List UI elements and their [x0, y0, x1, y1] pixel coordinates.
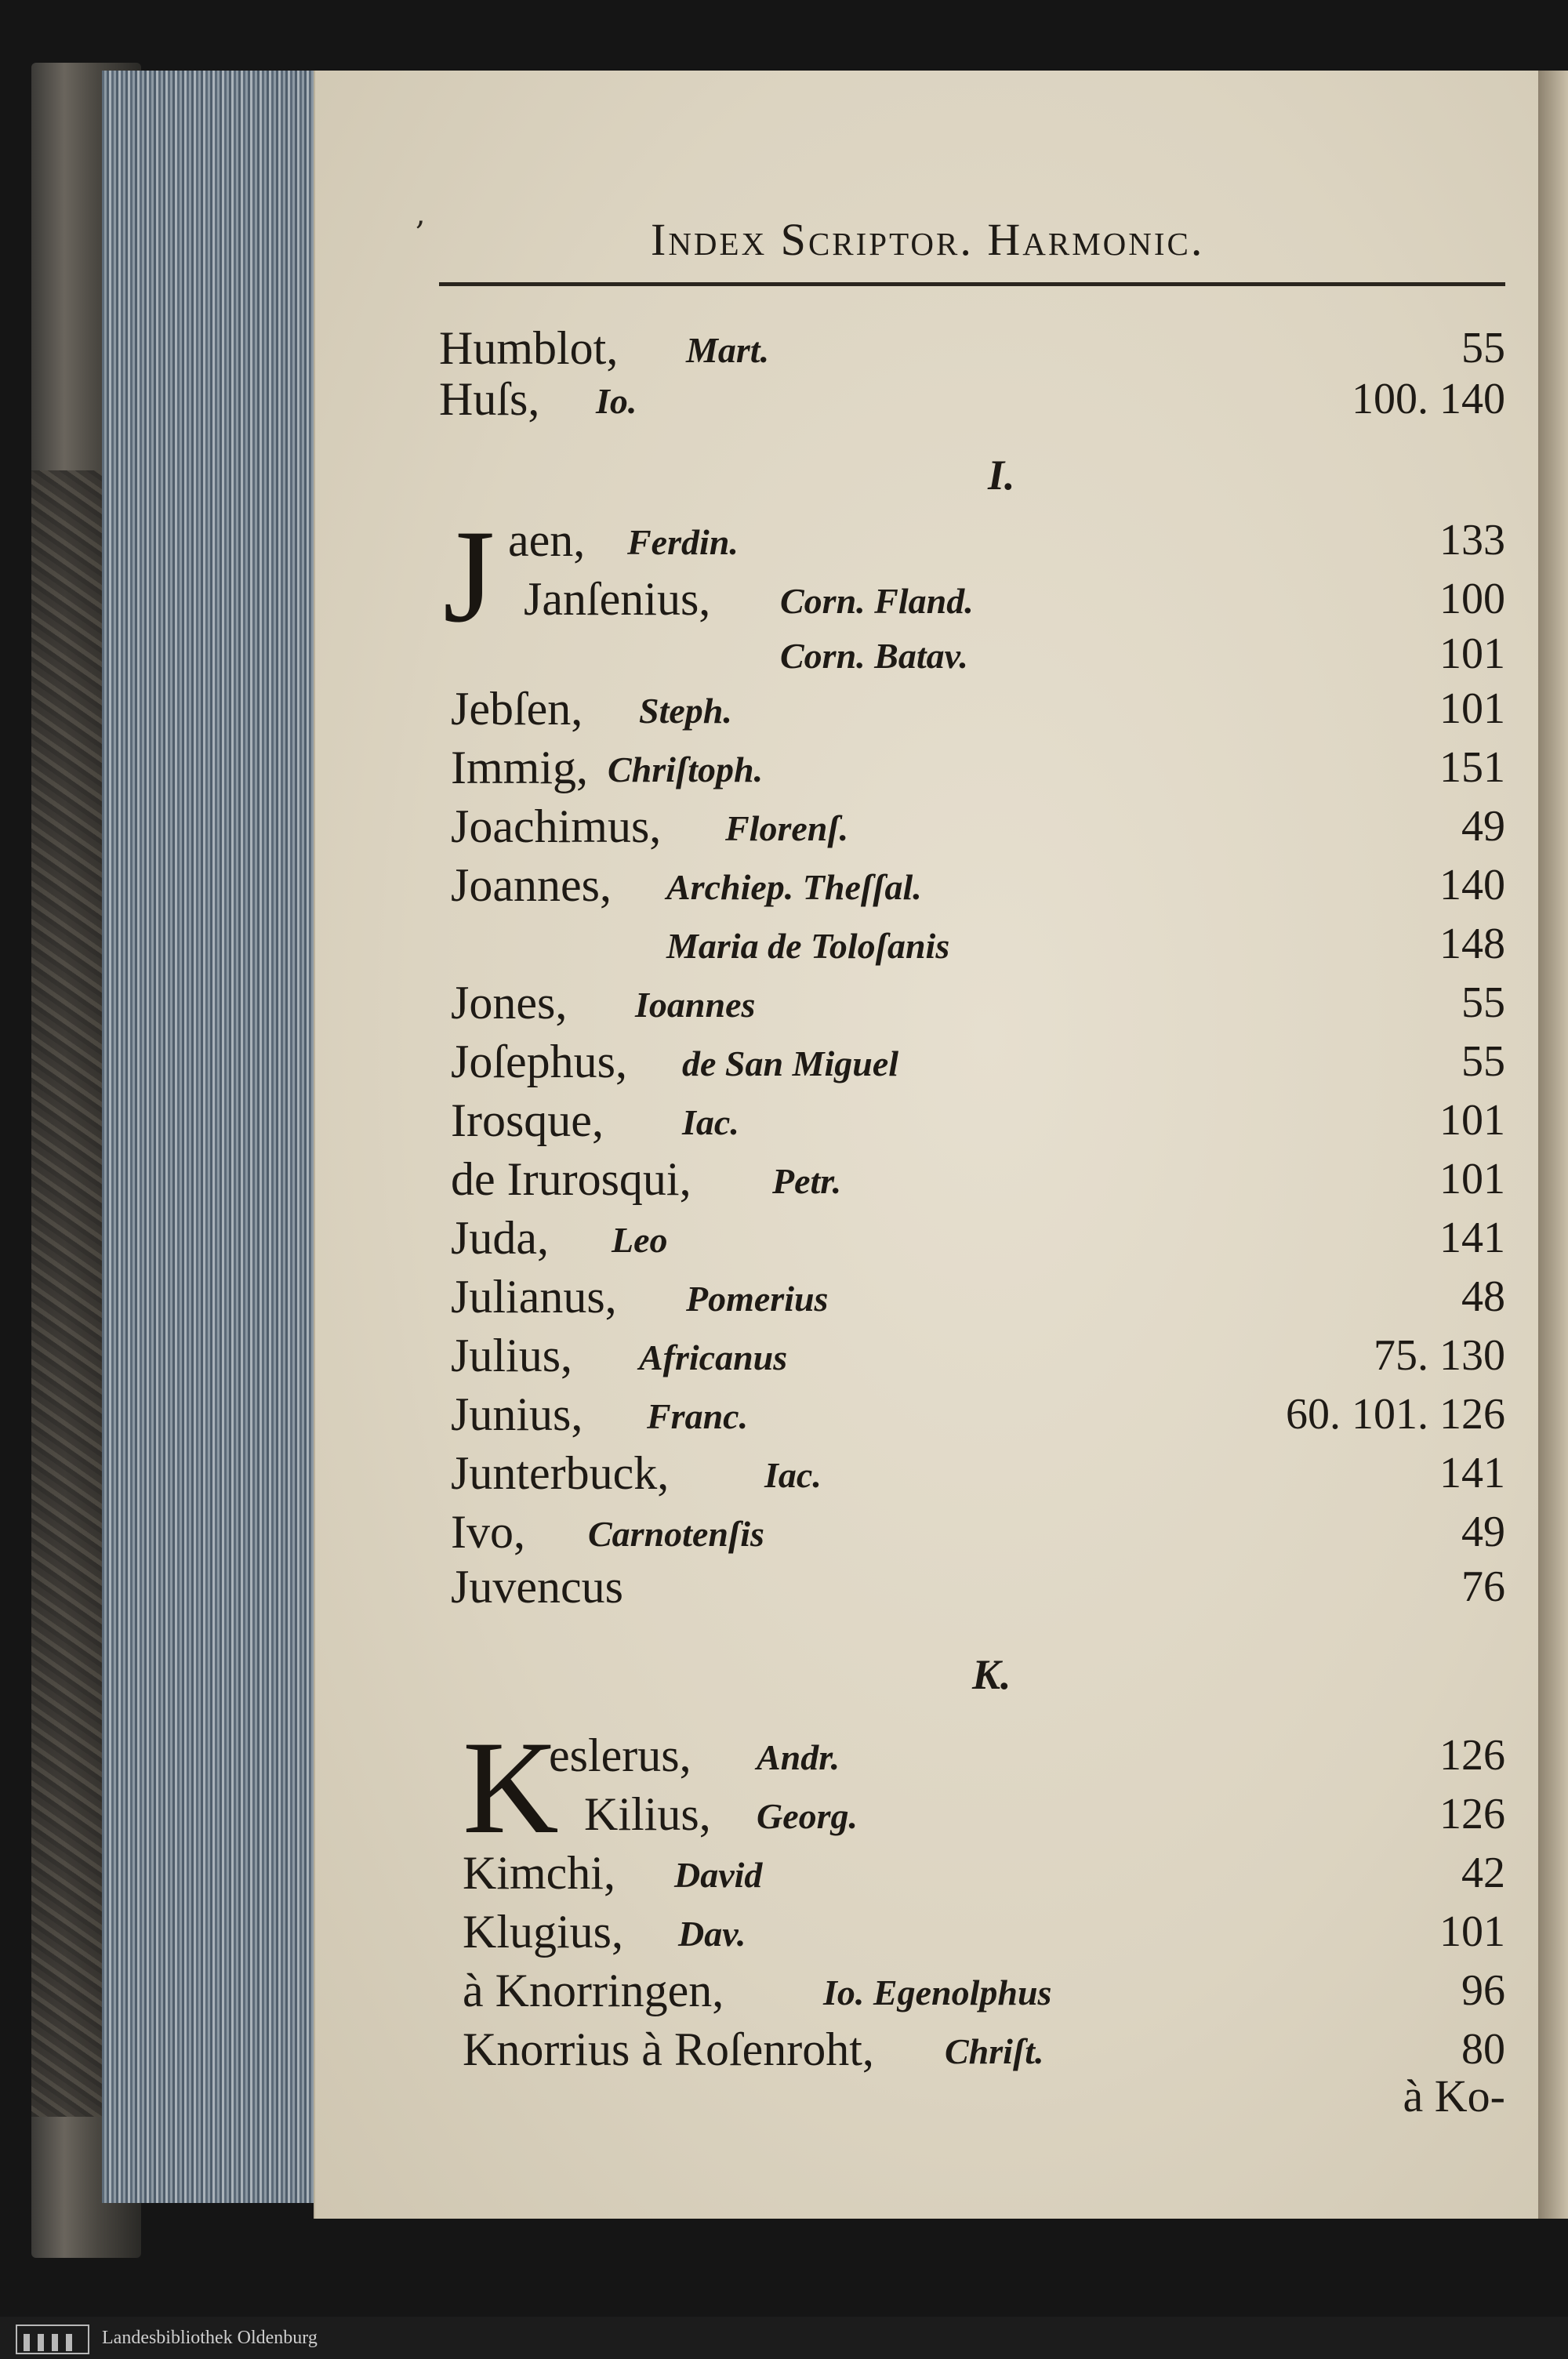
- index-entry: [0, 1152, 1568, 1207]
- index-entry: [0, 1270, 1568, 1325]
- entry-pages: 151: [1439, 743, 1505, 792]
- library-building-icon: [16, 2325, 89, 2354]
- entry-subname: Corn. Batav.: [780, 636, 968, 676]
- entry-pages: 49: [1461, 1508, 1505, 1556]
- entry-subname: Chriſt.: [945, 2031, 1044, 2071]
- section-heading: K.: [972, 1651, 1011, 1698]
- index-entry: [0, 321, 1568, 376]
- entry-subname: Pomerius: [686, 1279, 829, 1319]
- entry-pages: 101: [1439, 684, 1505, 733]
- entry-name: Klugius,: [463, 1906, 624, 1958]
- entry-name: de Irurosqui,: [451, 1153, 691, 1205]
- entry-name: Joachimus,: [451, 800, 662, 852]
- entry-name: aen,: [508, 514, 586, 566]
- entry-name: Joſephus,: [451, 1036, 627, 1087]
- index-entry: [0, 800, 1568, 855]
- entry-subname: Africanus: [639, 1337, 788, 1377]
- entry-subname: Mart.: [686, 330, 770, 370]
- index-entry: [0, 741, 1568, 796]
- entry-name: Junterbuck,: [451, 1447, 670, 1499]
- library-name: Landesbibliothek Oldenburg: [102, 2328, 318, 2348]
- entry-subname: Dav.: [678, 1914, 746, 1954]
- index-entry: [0, 1964, 1568, 2019]
- entry-name: Janſenius,: [524, 573, 711, 625]
- entry-pages: 80: [1461, 2025, 1505, 2074]
- catchword: à Ko-: [1403, 2070, 1505, 2121]
- entry-name: Knorrius à Roſenroht,: [463, 2023, 874, 2075]
- entry-name: Joannes,: [451, 859, 612, 911]
- entry-pages: 126: [1439, 1731, 1505, 1780]
- index-entry: [0, 858, 1568, 913]
- entry-pages: 133: [1439, 516, 1505, 564]
- entry-name: Juvencus: [451, 1561, 623, 1613]
- entry-name: Junius,: [451, 1388, 583, 1440]
- entry-name: Humblot,: [439, 322, 619, 374]
- entry-subname: Archiep. Theſſal.: [666, 867, 922, 907]
- entry-pages: 49: [1461, 802, 1505, 851]
- entry-subname: David: [674, 1855, 763, 1895]
- entry-pages: 141: [1439, 1449, 1505, 1497]
- index-entry: [0, 627, 1568, 682]
- entry-pages: 55: [1461, 1037, 1505, 1086]
- library-footer: [0, 2317, 1568, 2359]
- entry-pages: 141: [1439, 1214, 1505, 1262]
- entry-subname: Iac.: [764, 1455, 822, 1495]
- entry-pages: 140: [1439, 861, 1505, 909]
- index-entry: [0, 372, 1568, 427]
- entry-subname: Steph.: [639, 691, 732, 731]
- entry-subname: Io. Egenolphus: [823, 1972, 1052, 2012]
- entry-subname: Georg.: [757, 1796, 858, 1836]
- index-entry: [0, 917, 1568, 972]
- entry-name: Julianus,: [451, 1271, 617, 1323]
- entry-subname: Carnotenſis: [588, 1514, 764, 1554]
- entry-name: à Knorringen,: [463, 1965, 724, 2016]
- entry-pages: 55: [1461, 324, 1505, 372]
- drop-capital: J: [443, 503, 495, 650]
- index-entry: [0, 1035, 1568, 1090]
- entry-name: Irosque,: [451, 1094, 604, 1146]
- index-entry: [0, 2023, 1568, 2078]
- index-entry: [0, 1505, 1568, 1560]
- entry-pages: 100. 140: [1352, 375, 1505, 423]
- entry-pages: 100: [1439, 575, 1505, 623]
- entry-subname: Ioannes: [635, 985, 756, 1025]
- index-entry: [0, 1729, 1568, 1784]
- index-entry: [0, 514, 1568, 568]
- entry-name: Kimchi,: [463, 1847, 615, 1899]
- entry-name: Immig,: [451, 742, 588, 793]
- ink-mark: ,: [416, 196, 426, 232]
- entry-subname: Maria de Toloſanis: [666, 926, 950, 966]
- entry-name: Kilius,: [584, 1788, 711, 1840]
- entry-subname: Leo: [612, 1220, 668, 1260]
- entry-name: Jebſen,: [451, 683, 583, 735]
- index-entry: [0, 1560, 1568, 1615]
- entry-subname: de San Miguel: [682, 1043, 899, 1083]
- entry-name: Julius,: [451, 1330, 573, 1381]
- entry-pages: 75. 130: [1374, 1331, 1505, 1380]
- entry-name: Juda,: [451, 1212, 549, 1264]
- index-entry: [0, 1905, 1568, 1960]
- entry-subname: Petr.: [772, 1161, 842, 1201]
- entry-pages: 126: [1439, 1790, 1505, 1838]
- entry-pages: 148: [1439, 920, 1505, 968]
- entry-pages: 76: [1461, 1562, 1505, 1611]
- index-entry: [0, 1787, 1568, 1842]
- drop-capital: K: [463, 1714, 559, 1861]
- index-entry: [0, 1329, 1568, 1384]
- header-rule: [439, 282, 1505, 286]
- entry-pages: 42: [1461, 1849, 1505, 1897]
- entry-subname: Chriſtoph.: [608, 749, 764, 789]
- entry-subname: Florenſ.: [725, 808, 849, 848]
- entry-subname: Iac.: [682, 1102, 739, 1142]
- entry-pages: 96: [1461, 1966, 1505, 2015]
- entry-subname: Io.: [596, 381, 637, 421]
- section-heading: I.: [988, 452, 1015, 499]
- entry-pages: 55: [1461, 978, 1505, 1027]
- index-entry: [0, 1211, 1568, 1266]
- index-entry: [0, 572, 1568, 627]
- index-entry: [0, 1846, 1568, 1901]
- running-header: Index Scriptor. Harmonic.: [651, 214, 1205, 265]
- entry-pages: 48: [1461, 1272, 1505, 1321]
- entry-subname: Corn. Fland.: [780, 581, 974, 621]
- index-entry: [0, 682, 1568, 737]
- entry-name: Jones,: [451, 977, 568, 1029]
- index-entry: [0, 1094, 1568, 1149]
- entry-name: eslerus,: [549, 1729, 691, 1781]
- entry-pages: 101: [1439, 1096, 1505, 1145]
- index-entry: [0, 976, 1568, 1031]
- entry-subname: Andr.: [757, 1737, 840, 1777]
- entry-pages: 60. 101. 126: [1286, 1390, 1505, 1439]
- entry-subname: Franc.: [647, 1396, 749, 1436]
- entry-pages: 101: [1439, 1155, 1505, 1203]
- entry-name: Ivo,: [451, 1506, 525, 1558]
- entry-pages: 101: [1439, 1907, 1505, 1956]
- entry-name: Huſs,: [439, 373, 540, 425]
- entry-subname: Ferdin.: [627, 522, 739, 562]
- entry-pages: 101: [1439, 630, 1505, 678]
- index-entry: [0, 1388, 1568, 1443]
- index-entry: [0, 1446, 1568, 1501]
